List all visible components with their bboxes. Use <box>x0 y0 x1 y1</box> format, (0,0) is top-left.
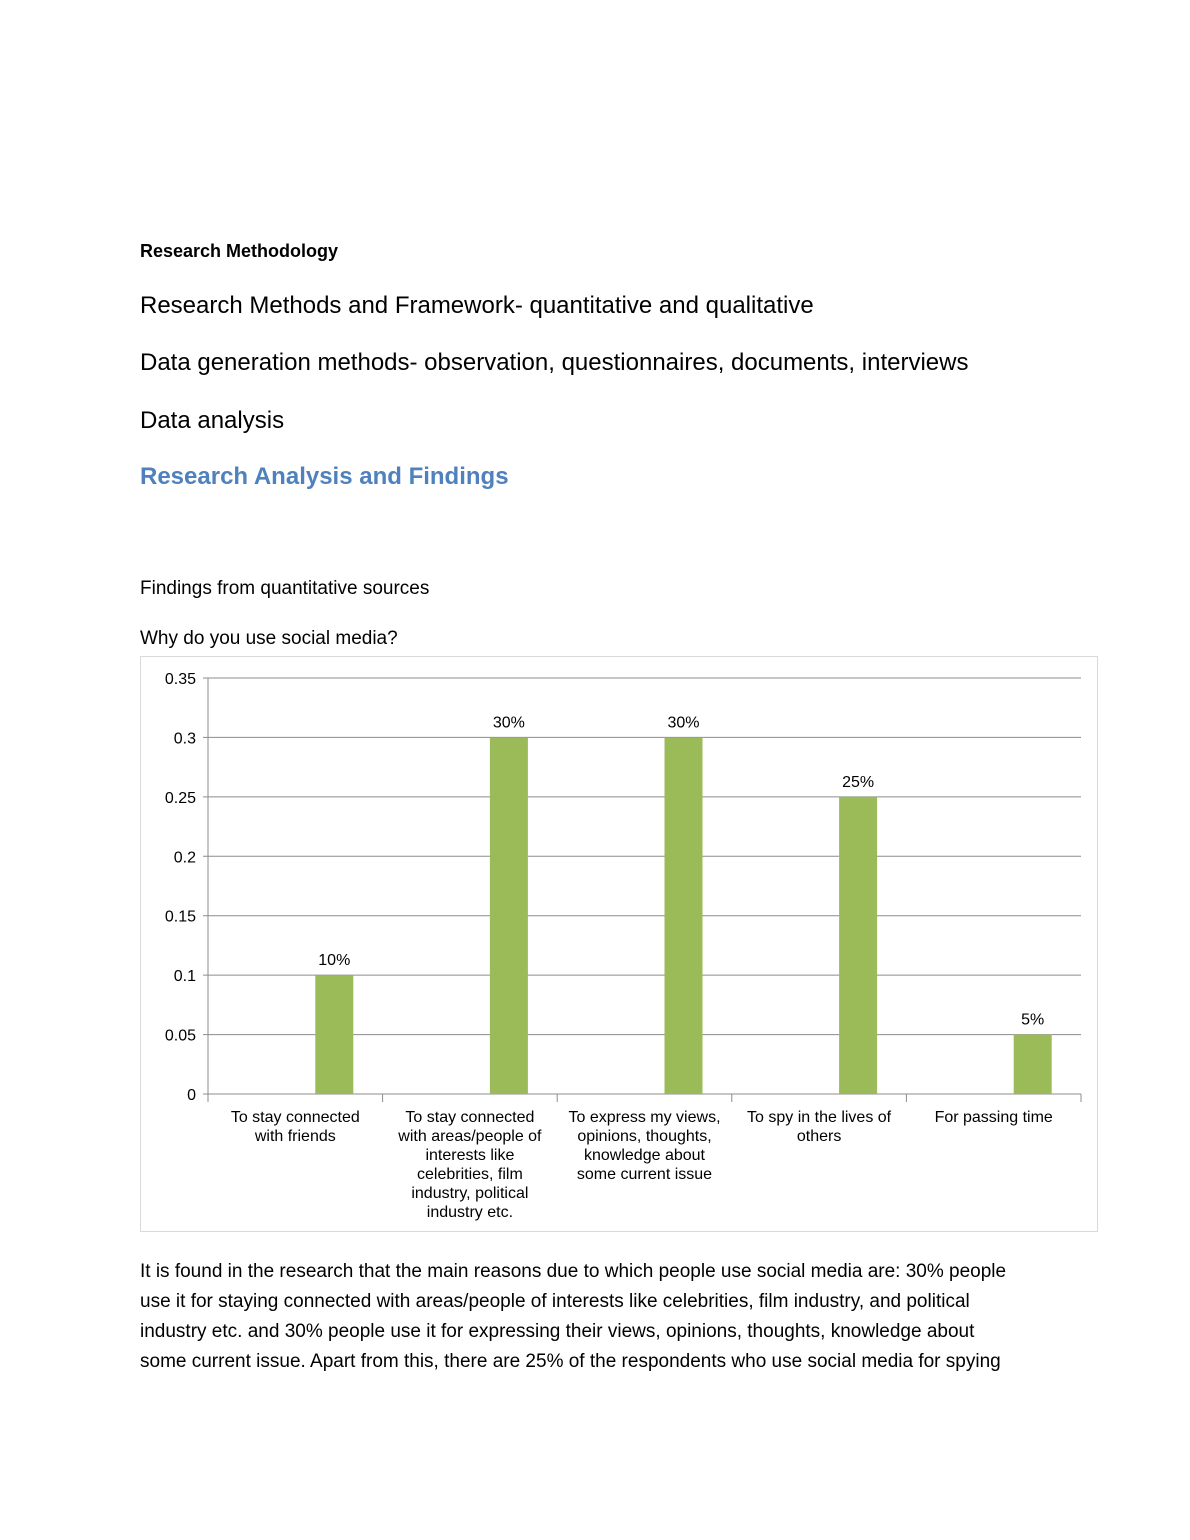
data-label: 25% <box>842 773 875 791</box>
x-category-label-line: interests like <box>425 1147 515 1164</box>
y-tick-label: 0.35 <box>164 671 196 688</box>
x-category-label-line: To express my views, <box>568 1109 721 1126</box>
section-heading-analysis-findings: Research Analysis and Findings <box>140 463 509 490</box>
x-category-label-line: some current issue <box>576 1166 713 1183</box>
line-research-methods: Research Methods and Framework- quantitative and qualitative <box>140 292 814 319</box>
bar <box>315 975 353 1094</box>
y-tick-label: 0.25 <box>164 789 196 807</box>
y-tick-label: 0.3 <box>173 730 196 748</box>
y-tick-label: 0.05 <box>164 1027 196 1045</box>
paragraph-line: some current issue. Apart from this, there are 25% of the respondents who use social media for spying <box>140 1351 1001 1372</box>
x-category-label-line: celebrities, film <box>416 1166 523 1183</box>
paragraph-line: industry etc. and 30% people use it for expressing their views, opinions, thoughts, knowledge about <box>140 1321 975 1342</box>
y-tick-label: 0.15 <box>164 908 196 926</box>
x-category-label-line: To stay connected <box>405 1109 535 1126</box>
y-tick-label: 0.2 <box>173 849 196 867</box>
x-category-label-line: opinions, thoughts, <box>577 1128 712 1145</box>
x-category-label <box>747 1109 892 1145</box>
line-data-generation: Data generation methods- observation, questionnaires, documents, interviews <box>140 349 969 376</box>
bar <box>490 737 528 1094</box>
x-category-label-line: To stay connected <box>230 1109 360 1126</box>
chart-frame <box>140 656 1098 1232</box>
paragraph-line: use it for staying connected with areas/people of interests like celebrities, film industry, and political <box>140 1291 970 1312</box>
findings-label: Findings from quantitative sources <box>140 578 430 599</box>
x-category-label-line: knowledge about <box>584 1147 705 1164</box>
data-label: 30% <box>492 714 525 732</box>
x-category-label-line: with friends <box>254 1128 336 1145</box>
section-heading-research-methodology: Research Methodology <box>140 241 339 261</box>
bar-chart <box>141 657 1099 1233</box>
x-category-label <box>935 1109 1053 1126</box>
line-data-analysis: Data analysis <box>140 407 285 434</box>
y-tick-label: 0.1 <box>173 968 196 986</box>
x-category-label-line: industry, political <box>411 1185 529 1202</box>
x-category-label-line: others <box>796 1128 842 1145</box>
bar <box>1014 1035 1052 1094</box>
survey-question: Why do you use social media? <box>140 628 398 649</box>
findings-paragraph <box>140 1257 1045 1377</box>
y-tick-label: 0 <box>187 1087 196 1104</box>
x-category-label-line: with areas/people of <box>398 1128 542 1145</box>
x-category-label-line: industry etc. <box>426 1204 514 1221</box>
paragraph-line: It is found in the research that the main reasons due to which people use social media are: 30% people <box>140 1261 1007 1282</box>
x-category-label-line: To spy in the lives of <box>747 1109 892 1126</box>
bar <box>839 797 877 1094</box>
x-category-label <box>397 1109 542 1221</box>
bar <box>665 737 703 1094</box>
data-label: 10% <box>318 952 351 970</box>
x-category-label-line: For passing time <box>934 1109 1053 1126</box>
x-category-label <box>231 1109 360 1145</box>
data-label: 5% <box>1021 1011 1045 1029</box>
x-category-label <box>568 1109 720 1183</box>
data-label: 30% <box>667 714 700 732</box>
